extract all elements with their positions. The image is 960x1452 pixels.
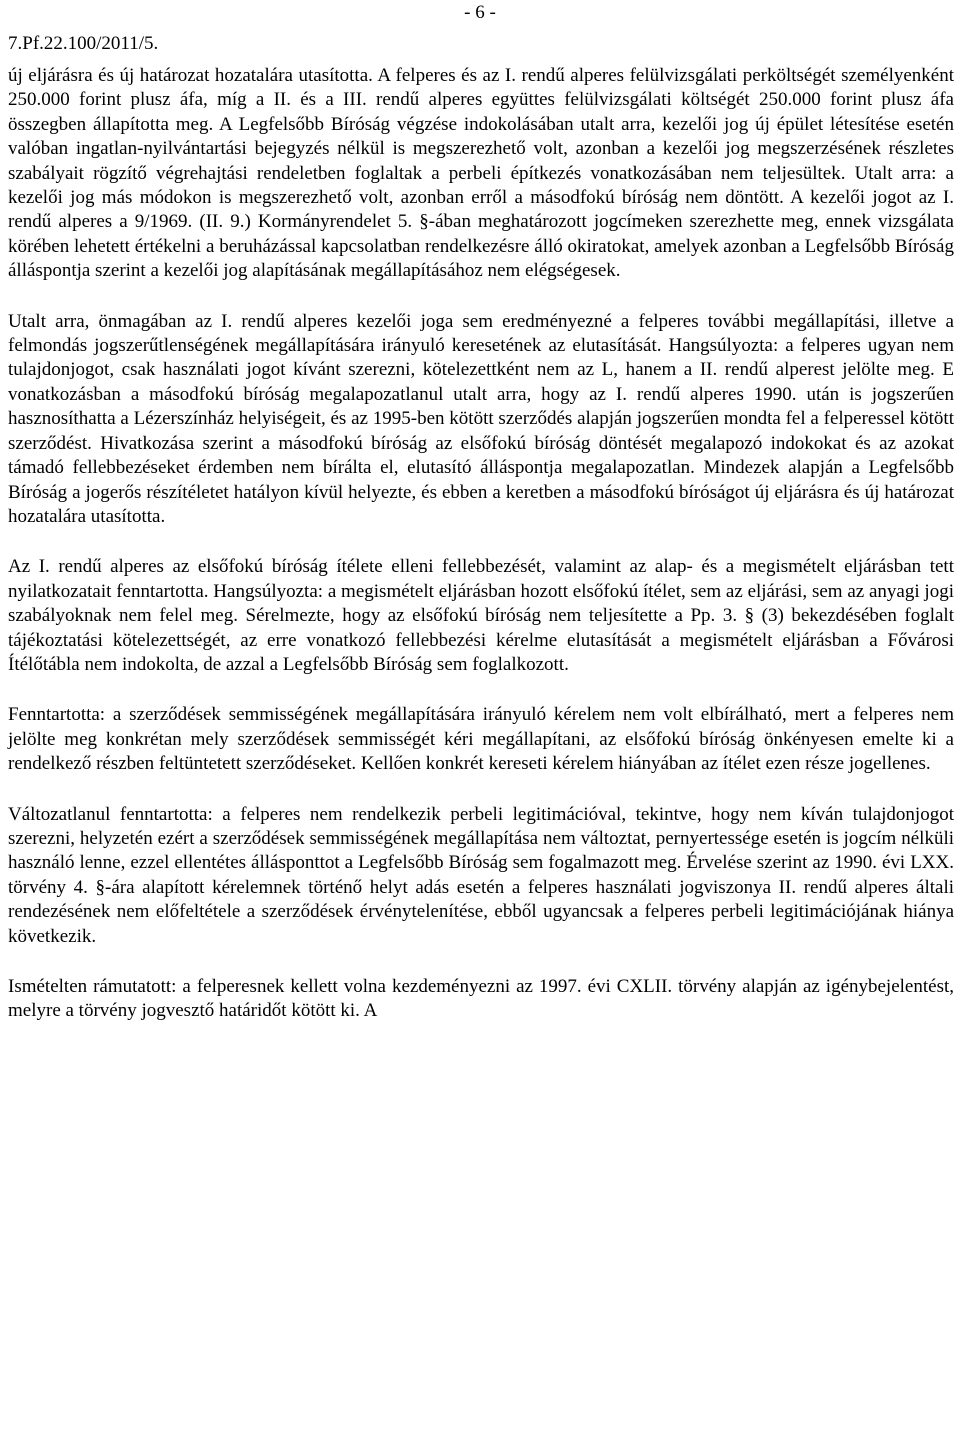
page-number: - 6 - — [464, 2, 496, 23]
paragraph-4: Fenntartotta: a szerződések semmisségének megállapítására irányuló kérelem nem volt elbírálható, mert a felperes nem jelölte meg konkrétan mely szerződések semmisségét kéri megállapítani, az elsőfokú bíróság önkényesen emelte ki a rendelkező részben feltüntetett szerződéseket. Kellően konkrét kereseti kérelem hiányában az ítélet ezen része jogellenes. — [8, 704, 954, 775]
paragraph-gap — [8, 284, 954, 310]
paragraph-2: Utalt arra, önmagában az I. rendű alperes kezelői joga sem eredményezné a felperes további megállapítási, illetve a felmondás jogszerűtlenségének megállapítására irányuló keresetének az elutasítását. Hangsúlyozta: a felperes ugyan nem tulajdonjogot, csak használati jogot kívánt szerezni, kötelezettként nem az L, hanem a II. rendű alperest jelölte meg. E vonatkozásban a másodfokú bíróság megalapozatlanul utalt arra, hogy az I. rendű alperes 1990. után is jogszerűen hasznosíthatta a Lézerszínház helyiségeit, és az 1995-ben kötött szerződés alapján jogszerűen mondta fel a felperessel kötött szerződést. Hivatkozása szerint a másodfokú bíróság az elsőfokú bíróság döntését megalapozó indokokat és az azokat támadó fellebbezéseket érdemben nem bírálta el, elutasító álláspontja megalapozatlan. Mindezek alapján a Legfelsőbb Bíróság a jogerős részítéletet hatályon kívül helyezte, és ebben a keretben a másodfokú bíróságot új eljárásra és új határozat hozatalára utasította. — [8, 310, 954, 527]
paragraph-5: Változatlanul fenntartotta: a felperes nem rendelkezik perbeli legitimációval, tekintve, hogy nem kíván tulajdonjogot szerezni, helyzetén ezért a szerződések semmisségének megállapítása nem változtat, pernyertessége esetén is jogcím nélküli használó lenne, ezzel ellentétes állásponttot a Legfelsőbb Bíróság sem fogalmazott meg. Érvelése szerint az 1990. évi LXX. törvény 4. §-ára alapított kérelemnek történő helyt adás esetén a felperes használati jogviszonya II. rendű alperes általi rendezésének nem előfeltétele a szerződések érvénytelenítése, ebből ugyancsak a felperes perbeli legitimációjának hiánya következik. — [8, 803, 954, 947]
paragraph-gap — [8, 529, 954, 555]
case-reference: 7.Pf.22.100/2011/5. — [8, 33, 159, 54]
paragraph-gap — [8, 677, 954, 703]
paragraph-1: új eljárásra és új határozat hozatalára utasította. A felperes és az I. rendű alperes felülvizsgálati perköltségét személyenként 250.000 forint plusz áfa, míg a II. és a III. rendű alperes együttes felülvizsgálati költségét 250.000 forint plusz áfa összegben állapította meg. A Legfelsőbb Bíróság végzése indokolásában utalt arra, kezelői jog új épület létesítése esetén valóban ingatlan-nyilvántartási bejegyzés nélkül is megszerezhető volt, azonban a kezelői jog megszerzésének részletes szabályait rögzítő végrehajtási rendeletben foglaltak a perbeli építkezés vonatkozásában nem teljesültek. Utalt arra: a kezelői jog más módokon is megszerezhető volt, azonban erről a másodfokú bíróság nem döntött. A kezelői jogot az I. rendű alperes a 9/1969. (II. 9.) Kormányrendelet 5. §-ában meghatározott jogcímeken szerezhette meg, ennek vizsgálata körében lehetett értékelni a beruházással kapcsolatban rendelkezésre álló okiratokat, amelyek azonban a Legfelsőbb Bíróság álláspontja szerint a kezelői jog alapításának megállapításához nem elégségesek. — [8, 65, 954, 282]
paragraph-3: Az I. rendű alperes az elsőfokú bíróság ítélete elleni fellebbezését, valamint az alap- és a megismételt eljárásban tett nyilatkozatait fenntartotta. Hangsúlyozta: a megismételt eljárásban hozott elsőfokú ítélet, sem az eljárási, sem az anyagi jogi szabályoknak nem felel meg. Sérelmezte, hogy az elsőfokú bíróság nem teljesítette a Pp. 3. § (3) bekezdésében foglalt tájékoztatási kötelezettségét, az erre vonatkozó fellebbezési kérelme elutasítását a megismételt eljárásban a Fővárosi Ítélőtábla nem indokolta, de azzal a Legfelsőbb Bíróság sem foglalkozott. — [8, 556, 954, 675]
paragraph-gap — [8, 949, 954, 975]
paragraph-6: Ismételten rámutatott: a felperesnek kellett volna kezdeményezni az 1997. évi CXLII. törvény alapján az igénybejelentést, melyre a törvény jogvesztő határidőt kötött ki. A — [8, 976, 954, 1022]
page-header — [0, 0, 960, 54]
paragraph-gap — [8, 777, 954, 803]
document-body — [8, 64, 954, 1024]
